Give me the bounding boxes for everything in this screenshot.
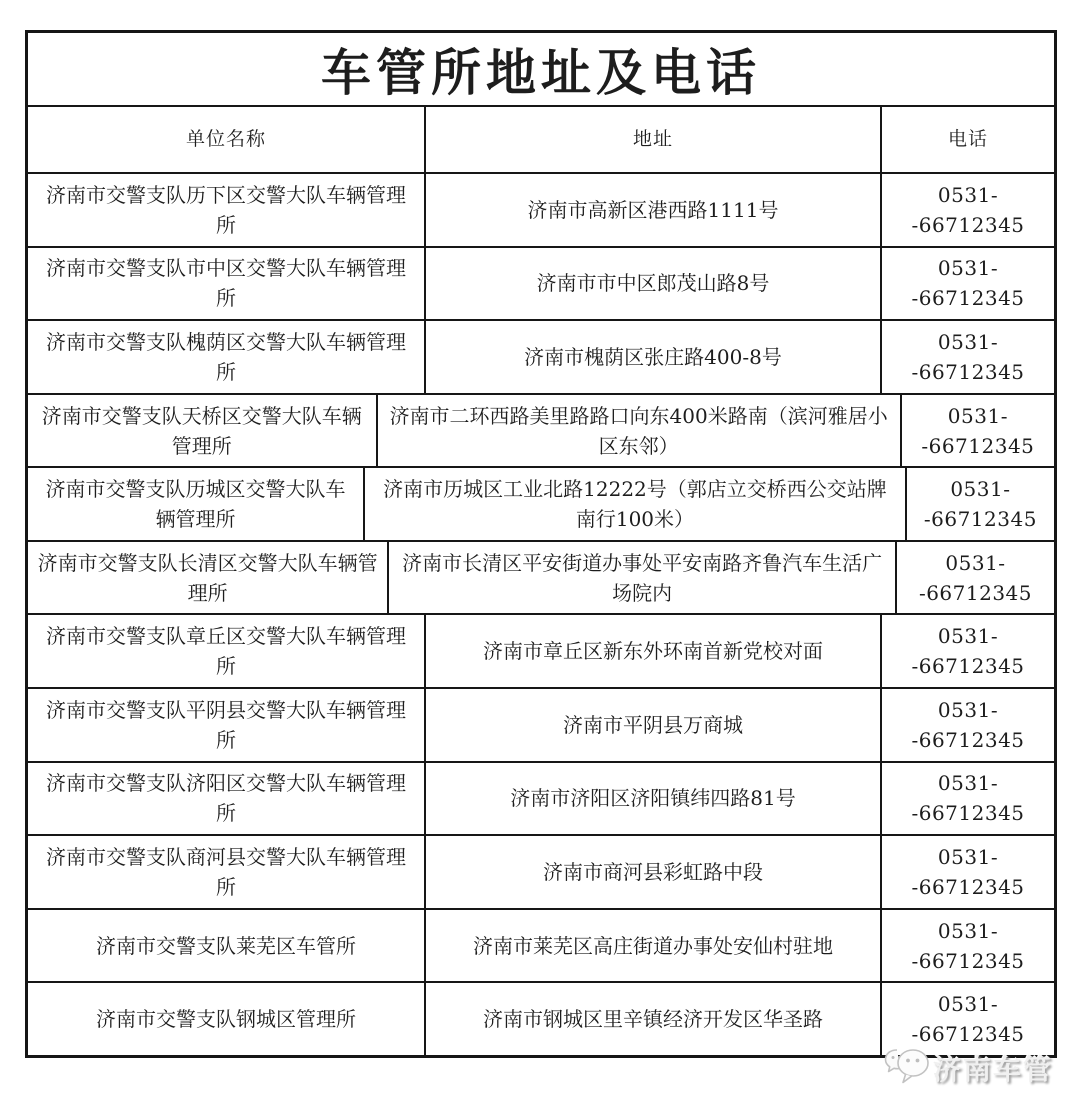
- address-cell: 济南市市中区郎茂山路8号: [426, 248, 882, 320]
- table-body: [28, 174, 1054, 1055]
- address-cell: 济南市二环西路美里路路口向东400米路南（滨河雅居小区东邻）: [378, 395, 902, 467]
- unit-name-cell: 济南市交警支队槐荫区交警大队车辆管理所: [28, 321, 426, 393]
- unit-name-cell: 济南市交警支队钢城区管理所: [28, 983, 426, 1055]
- watermark-text: 济南车管: [933, 1053, 1054, 1086]
- unit-name-cell: 济南市交警支队济阳区交警大队车辆管理所: [28, 763, 426, 835]
- header-unit-name: 单位名称: [28, 107, 426, 172]
- address-cell: 济南市平阴县万商城: [426, 689, 882, 761]
- unit-name-cell: 济南市交警支队莱芜区车管所: [28, 910, 426, 982]
- unit-name-cell: 济南市交警支队市中区交警大队车辆管理所: [28, 248, 426, 320]
- table-row: [28, 836, 1054, 910]
- address-cell: 济南市长清区平安街道办事处平安南路齐鲁汽车生活广场院内: [389, 542, 897, 614]
- phone-cell: 0531--66712345: [911, 182, 1025, 237]
- table-row: [28, 689, 1054, 763]
- unit-name-cell: 济南市交警支队天桥区交警大队车辆管理所: [28, 395, 378, 467]
- phone-cell: 0531--66712345: [911, 844, 1025, 899]
- address-cell: 济南市钢城区里辛镇经济开发区华圣路: [426, 983, 882, 1055]
- table-row: [28, 763, 1054, 837]
- unit-name-cell: 济南市交警支队平阴县交警大队车辆管理所: [28, 689, 426, 761]
- phone-cell: 0531--66712345: [911, 256, 1025, 311]
- phone-cell: 0531--66712345: [911, 697, 1025, 752]
- table-row: [28, 542, 1054, 616]
- table-row: [28, 174, 1054, 248]
- phone-cell: 0531--66712345: [918, 550, 1032, 605]
- table-row: [28, 910, 1054, 984]
- header-address: 地址: [426, 107, 882, 172]
- wechat-watermark: [884, 1044, 1053, 1092]
- phone-cell: 0531--66712345: [921, 403, 1035, 458]
- header-phone: 电话: [947, 128, 988, 151]
- table-row: [28, 395, 1054, 469]
- phone-cell: 0531--66712345: [911, 624, 1025, 679]
- table-row: [28, 468, 1054, 542]
- address-cell: 济南市历城区工业北路12222号（郭店立交桥西公交站牌南行100米）: [365, 468, 907, 540]
- address-cell: 济南市槐荫区张庄路400-8号: [426, 321, 882, 393]
- address-cell: 济南市高新区港西路1111号: [426, 174, 882, 246]
- unit-name-cell: 济南市交警支队章丘区交警大队车辆管理所: [28, 615, 426, 687]
- table-header-row: [28, 107, 1054, 174]
- address-cell: 济南市商河县彩虹路中段: [426, 836, 882, 908]
- table-row: [28, 248, 1054, 322]
- address-cell: 济南市济阳区济阳镇纬四路81号: [426, 763, 882, 835]
- unit-name-cell: 济南市交警支队历城区交警大队车辆管理所: [28, 468, 365, 540]
- table-row: [28, 615, 1054, 689]
- vehicle-office-table: [25, 30, 1057, 1058]
- unit-name-cell: 济南市交警支队长清区交警大队车辆管理所: [28, 542, 389, 614]
- address-cell: 济南市莱芜区高庄街道办事处安仙村驻地: [426, 910, 882, 982]
- address-cell: 济南市章丘区新东外环南首新党校对面: [426, 615, 882, 687]
- phone-cell: 0531--66712345: [923, 477, 1037, 532]
- wechat-chat-bubbles-icon: [884, 1044, 930, 1092]
- phone-cell: 0531--66712345: [911, 771, 1025, 826]
- unit-name-cell: 济南市交警支队历下区交警大队车辆管理所: [28, 174, 426, 246]
- table-title: 车管所地址及电话: [28, 33, 1054, 107]
- table-row: [28, 321, 1054, 395]
- phone-cell: 0531--66712345: [911, 992, 1025, 1047]
- phone-cell: 0531--66712345: [911, 329, 1025, 384]
- unit-name-cell: 济南市交警支队商河县交警大队车辆管理所: [28, 836, 426, 908]
- phone-cell: 0531--66712345: [911, 918, 1025, 973]
